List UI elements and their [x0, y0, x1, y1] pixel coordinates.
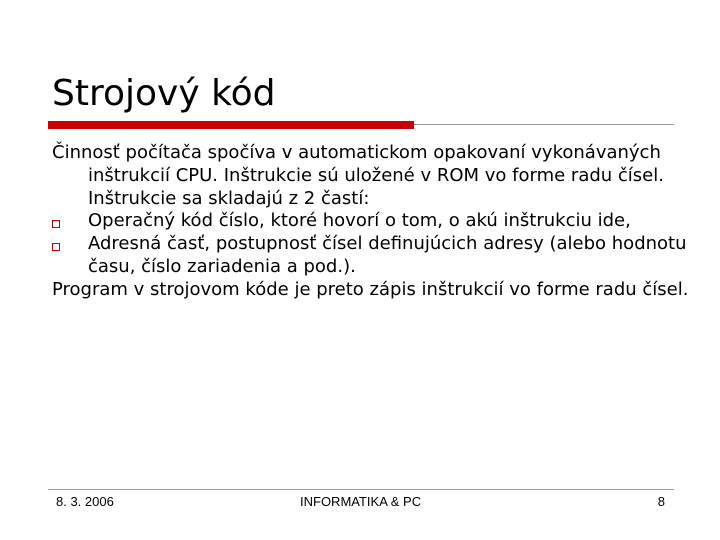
- bullet-text: Operačný kód číslo, ktoré hovorí o tom, o akú inštrukciu ide,: [88, 210, 631, 232]
- hollow-square-bullet-icon: [52, 220, 60, 228]
- footer-title: INFORMATIKA & PC: [300, 494, 422, 509]
- footer-divider: [48, 489, 674, 490]
- bullet-text: Adresná časť, postupnosť čísel definujúcich adresy (alebo hodnotu času, číslo zariadenia a pod.).: [88, 233, 687, 277]
- footer-date: 8. 3. 2006: [56, 494, 114, 509]
- hollow-square-bullet-icon: [52, 243, 60, 251]
- intro-paragraph: Činnosť počítača spočíva v automatickom opakovaní vykonávaných inštrukcií CPU. Inštrukcie sú uložené v ROM vo forme radu čísel. Inštrukcie sa skladajú z 2 častí:: [52, 142, 664, 209]
- page-number: 8: [657, 494, 665, 509]
- title-underline-accent: [48, 121, 414, 129]
- slide-body: [52, 142, 692, 302]
- bullet-item-opcode: [52, 210, 692, 233]
- outro-paragraph: Program v strojovom kóde je preto zápis inštrukcií vo forme radu čísel.: [52, 278, 689, 300]
- bullet-item-address: [52, 233, 692, 279]
- slide-title: Strojový kód: [52, 73, 276, 114]
